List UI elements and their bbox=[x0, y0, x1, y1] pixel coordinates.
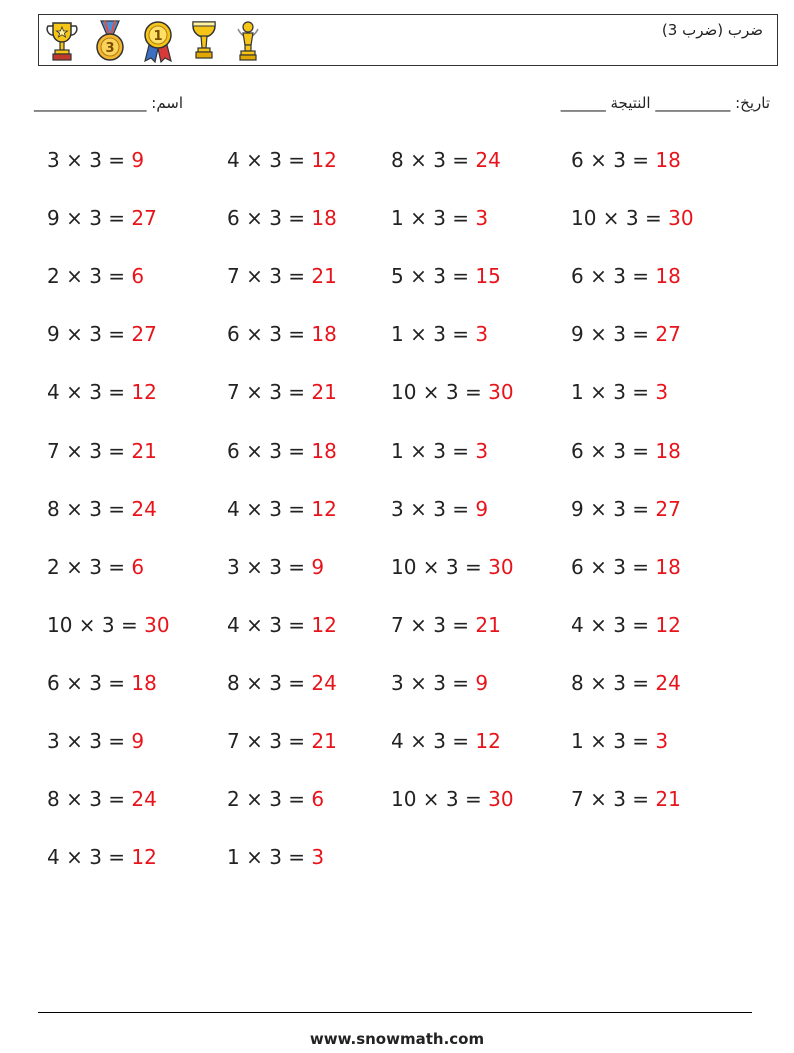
problem-expression: 10 × 3 = bbox=[391, 555, 489, 579]
problem-item bbox=[47, 439, 157, 463]
problem-answer: 3 bbox=[655, 380, 669, 404]
problem-item bbox=[571, 380, 668, 404]
problem-item bbox=[227, 439, 337, 463]
problem-item bbox=[227, 264, 337, 288]
problem-answer: 3 bbox=[475, 206, 489, 230]
problem-answer: 21 bbox=[311, 264, 337, 288]
problem-answer: 12 bbox=[131, 380, 157, 404]
problem-item bbox=[571, 497, 681, 521]
problem-expression: 4 × 3 = bbox=[227, 148, 312, 172]
problem-item bbox=[47, 671, 157, 695]
problem-expression: 9 × 3 = bbox=[47, 322, 132, 346]
problem-item bbox=[47, 322, 157, 346]
problem-expression: 6 × 3 = bbox=[571, 439, 656, 463]
problem-item bbox=[391, 613, 501, 637]
problem-item bbox=[47, 613, 170, 637]
problem-expression: 10 × 3 = bbox=[391, 787, 489, 811]
problem-expression: 8 × 3 = bbox=[227, 671, 312, 695]
problem-expression: 1 × 3 = bbox=[227, 845, 312, 869]
problem-item bbox=[227, 555, 324, 579]
problem-answer: 6 bbox=[131, 555, 145, 579]
problem-answer: 21 bbox=[475, 613, 501, 637]
problem-answer: 12 bbox=[311, 497, 337, 521]
problem-item bbox=[227, 671, 337, 695]
problem-answer: 24 bbox=[131, 787, 157, 811]
problem-item bbox=[391, 380, 514, 404]
problem-item bbox=[571, 439, 681, 463]
medal-3-icon bbox=[93, 19, 127, 63]
problem-expression: 7 × 3 = bbox=[227, 729, 312, 753]
problem-item bbox=[47, 206, 157, 230]
problem-expression: 6 × 3 = bbox=[571, 148, 656, 172]
problem-expression: 4 × 3 = bbox=[227, 497, 312, 521]
problem-expression: 3 × 3 = bbox=[391, 497, 476, 521]
problem-item bbox=[227, 206, 337, 230]
problem-answer: 18 bbox=[655, 264, 681, 288]
trophy-cup-icon bbox=[189, 19, 219, 63]
problem-item bbox=[47, 555, 144, 579]
problem-answer: 12 bbox=[131, 845, 157, 869]
problem-expression: 6 × 3 = bbox=[571, 555, 656, 579]
problem-expression: 3 × 3 = bbox=[391, 671, 476, 695]
problem-expression: 6 × 3 = bbox=[227, 206, 312, 230]
problem-answer: 9 bbox=[475, 671, 489, 695]
problem-item bbox=[571, 322, 681, 346]
problem-answer: 9 bbox=[475, 497, 489, 521]
problem-answer: 12 bbox=[655, 613, 681, 637]
problem-expression: 8 × 3 = bbox=[391, 148, 476, 172]
problem-answer: 30 bbox=[488, 555, 514, 579]
problem-answer: 21 bbox=[311, 729, 337, 753]
problem-answer: 27 bbox=[131, 206, 157, 230]
problem-answer: 12 bbox=[475, 729, 501, 753]
problem-item bbox=[47, 845, 157, 869]
problem-answer: 6 bbox=[311, 787, 325, 811]
problem-answer: 30 bbox=[144, 613, 170, 637]
problem-answer: 30 bbox=[668, 206, 694, 230]
problem-expression: 1 × 3 = bbox=[391, 322, 476, 346]
problem-answer: 21 bbox=[655, 787, 681, 811]
problem-expression: 7 × 3 = bbox=[571, 787, 656, 811]
problem-answer: 3 bbox=[655, 729, 669, 753]
problem-expression: 6 × 3 = bbox=[47, 671, 132, 695]
problem-expression: 8 × 3 = bbox=[47, 787, 132, 811]
problem-item bbox=[227, 845, 324, 869]
problem-answer: 9 bbox=[131, 148, 145, 172]
problem-item bbox=[47, 497, 157, 521]
problem-answer: 27 bbox=[655, 322, 681, 346]
problem-item bbox=[571, 206, 694, 230]
problem-item bbox=[47, 729, 144, 753]
footer-url: www.snowmath.com bbox=[309, 1030, 485, 1048]
problem-item bbox=[391, 787, 514, 811]
problem-answer: 18 bbox=[655, 148, 681, 172]
svg-text:3: 3 bbox=[105, 41, 115, 56]
problem-answer: 3 bbox=[475, 322, 489, 346]
problem-expression: 7 × 3 = bbox=[391, 613, 476, 637]
problem-expression: 8 × 3 = bbox=[47, 497, 132, 521]
problem-item bbox=[571, 264, 681, 288]
medal-1-ribbon-icon bbox=[141, 19, 175, 63]
problem-item bbox=[47, 264, 144, 288]
problem-expression: 3 × 3 = bbox=[47, 148, 132, 172]
problem-expression: 4 × 3 = bbox=[391, 729, 476, 753]
problem-item bbox=[391, 206, 488, 230]
problem-item bbox=[571, 613, 681, 637]
name-field: اسم: _______________ bbox=[34, 94, 184, 112]
problem-expression: 2 × 3 = bbox=[47, 555, 132, 579]
problem-answer: 18 bbox=[311, 322, 337, 346]
problem-item bbox=[391, 322, 488, 346]
trophy-star-icon bbox=[45, 19, 79, 63]
problem-expression: 2 × 3 = bbox=[47, 264, 132, 288]
problem-item bbox=[571, 148, 681, 172]
problem-answer: 15 bbox=[475, 264, 501, 288]
problem-expression: 10 × 3 = bbox=[571, 206, 669, 230]
problem-answer: 24 bbox=[655, 671, 681, 695]
problem-item bbox=[391, 439, 488, 463]
problem-expression: 1 × 3 = bbox=[571, 380, 656, 404]
problem-expression: 7 × 3 = bbox=[227, 264, 312, 288]
problem-item bbox=[391, 555, 514, 579]
problem-answer: 18 bbox=[311, 206, 337, 230]
problem-answer: 30 bbox=[488, 787, 514, 811]
problem-expression: 10 × 3 = bbox=[47, 613, 145, 637]
problem-expression: 8 × 3 = bbox=[571, 671, 656, 695]
problem-item bbox=[227, 322, 337, 346]
problem-item bbox=[227, 380, 337, 404]
footer-divider bbox=[38, 1012, 752, 1013]
problem-expression: 3 × 3 = bbox=[227, 555, 312, 579]
problem-answer: 9 bbox=[311, 555, 325, 579]
problem-item bbox=[227, 497, 337, 521]
problem-expression: 2 × 3 = bbox=[227, 787, 312, 811]
problem-expression: 7 × 3 = bbox=[47, 439, 132, 463]
problem-item bbox=[227, 787, 324, 811]
problem-item bbox=[571, 671, 681, 695]
date-score-field: تاريخ: __________ النتيجة ______ bbox=[560, 94, 770, 112]
problem-item bbox=[47, 787, 157, 811]
problem-answer: 12 bbox=[311, 148, 337, 172]
problem-item bbox=[227, 148, 337, 172]
problem-answer: 3 bbox=[311, 845, 325, 869]
problem-item bbox=[391, 497, 488, 521]
problem-expression: 4 × 3 = bbox=[227, 613, 312, 637]
problem-answer: 18 bbox=[311, 439, 337, 463]
problem-expression: 4 × 3 = bbox=[571, 613, 656, 637]
problem-expression: 9 × 3 = bbox=[571, 322, 656, 346]
problem-expression: 9 × 3 = bbox=[571, 497, 656, 521]
problem-answer: 21 bbox=[131, 439, 157, 463]
problem-answer: 6 bbox=[131, 264, 145, 288]
problem-expression: 6 × 3 = bbox=[227, 322, 312, 346]
problem-item bbox=[391, 729, 501, 753]
problem-expression: 4 × 3 = bbox=[47, 380, 132, 404]
problem-expression: 1 × 3 = bbox=[391, 439, 476, 463]
problem-item bbox=[391, 264, 501, 288]
worksheet-title: ضرب (ضرب 3) bbox=[661, 21, 763, 39]
problem-answer: 3 bbox=[475, 439, 489, 463]
problem-answer: 12 bbox=[311, 613, 337, 637]
problem-answer: 9 bbox=[131, 729, 145, 753]
problem-answer: 18 bbox=[655, 439, 681, 463]
problem-item bbox=[227, 729, 337, 753]
problem-answer: 21 bbox=[311, 380, 337, 404]
problem-item bbox=[571, 729, 668, 753]
problem-answer: 27 bbox=[131, 322, 157, 346]
problem-item bbox=[47, 148, 144, 172]
svg-text:1: 1 bbox=[153, 29, 163, 44]
problem-expression: 1 × 3 = bbox=[391, 206, 476, 230]
problem-item bbox=[47, 380, 157, 404]
problem-expression: 10 × 3 = bbox=[391, 380, 489, 404]
problem-expression: 1 × 3 = bbox=[571, 729, 656, 753]
problem-item bbox=[571, 555, 681, 579]
problem-expression: 4 × 3 = bbox=[47, 845, 132, 869]
problem-expression: 7 × 3 = bbox=[227, 380, 312, 404]
problem-item bbox=[571, 787, 681, 811]
problem-item bbox=[227, 613, 337, 637]
problem-expression: 3 × 3 = bbox=[47, 729, 132, 753]
header-box bbox=[38, 14, 778, 66]
problem-answer: 18 bbox=[131, 671, 157, 695]
problem-expression: 9 × 3 = bbox=[47, 206, 132, 230]
trophy-figure-icon bbox=[233, 19, 263, 63]
problem-answer: 24 bbox=[475, 148, 501, 172]
problem-answer: 30 bbox=[488, 380, 514, 404]
problem-answer: 24 bbox=[131, 497, 157, 521]
problem-item bbox=[391, 148, 501, 172]
problem-expression: 5 × 3 = bbox=[391, 264, 476, 288]
problem-expression: 6 × 3 = bbox=[571, 264, 656, 288]
problem-answer: 18 bbox=[655, 555, 681, 579]
award-icons bbox=[45, 18, 263, 64]
problem-answer: 24 bbox=[311, 671, 337, 695]
problem-answer: 27 bbox=[655, 497, 681, 521]
problem-expression: 6 × 3 = bbox=[227, 439, 312, 463]
problem-item bbox=[391, 671, 488, 695]
